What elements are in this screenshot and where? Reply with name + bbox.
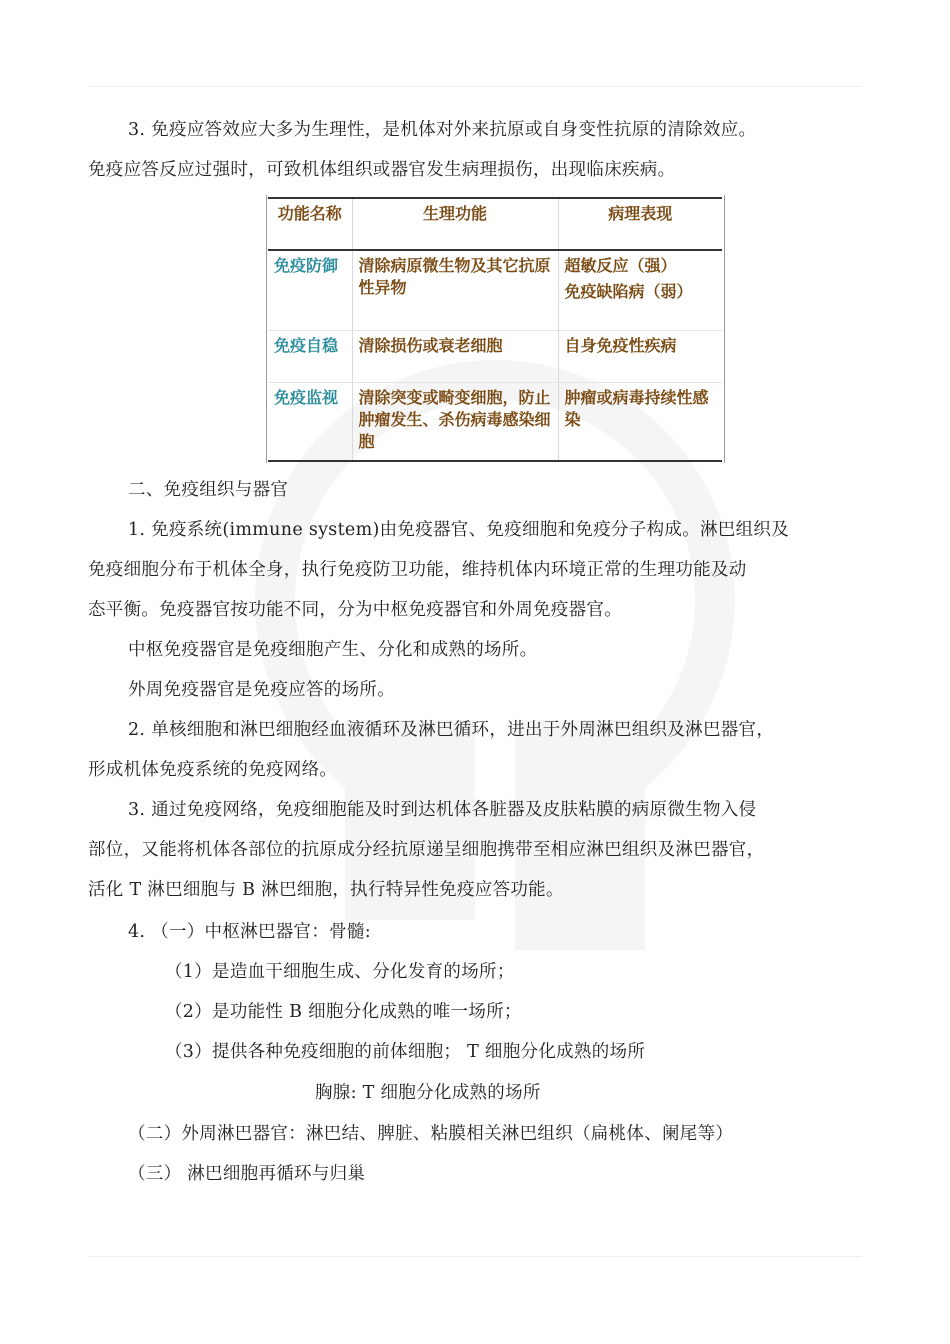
row-function-name: 免疫自稳: [268, 330, 352, 382]
central-organs-text: 中枢免疫器官是免疫细胞产生、分化和成熟的场所。: [128, 640, 538, 660]
thymus-text: 胸腺: T 细胞分化成熟的场所: [315, 1083, 541, 1103]
footer-rule: [88, 1256, 862, 1257]
bone-marrow-item-3: （3）提供各种免疫细胞的前体细胞； T 细胞分化成熟的场所: [165, 1042, 646, 1062]
row-physiology: 清除病原微生物及其它抗原性异物: [352, 250, 558, 330]
row-pathology: 肿瘤或病毒持续性感染: [558, 382, 722, 461]
paragraph-3b-line-2: 部位，又能将机体各部位的抗原成分经抗原递呈细胞携带至相应淋巴组织及淋巴器官，: [88, 840, 765, 860]
paragraph-2-line-2: 形成机体免疫系统的免疫网络。: [88, 760, 338, 780]
header-pathological-manifestation: 病理表现: [558, 198, 722, 250]
immune-function-table: [268, 197, 722, 462]
section-heading: 二、免疫组织与器官: [128, 480, 289, 500]
row-function-name: 免疫防御: [268, 250, 352, 330]
table-row: [268, 330, 722, 382]
paragraph-2-line-1: 2. 单核细胞和淋巴细胞经血液循环及淋巴循环，进出于外周淋巴组织及淋巴器官，: [128, 720, 775, 740]
header-physiological-function: 生理功能: [352, 198, 558, 250]
table-header-row: [268, 198, 722, 250]
header-function-name: 功能名称: [268, 198, 352, 250]
paragraph-3-line-1: 3. 免疫应答效应大多为生理性，是机体对外来抗原或自身变性抗原的清除效应。: [128, 120, 757, 140]
table-row: [268, 250, 722, 330]
table-row: [268, 382, 722, 461]
bone-marrow-item-1: （1）是造血干细胞生成、分化发育的场所；: [165, 962, 515, 982]
paragraph-3b-line-1: 3. 通过免疫网络，免疫细胞能及时到达机体各脏器及皮肤粘膜的病原微生物入侵: [128, 800, 757, 820]
row-pathology: 自身免疫性疾病: [558, 330, 722, 382]
lymphocyte-recirculation: （三） 淋巴细胞再循环与归巢: [128, 1164, 366, 1184]
paragraph-4-heading: 4. （一）中枢淋巴器官：骨髓:: [128, 922, 371, 942]
pathology-line: 免疫缺陷病（弱）: [564, 282, 693, 301]
row-physiology: 清除损伤或衰老细胞: [352, 330, 558, 382]
paragraph-3-line-2: 免疫应答反应过强时，可致机体组织或器官发生病理损伤，出现临床疾病。: [88, 160, 676, 180]
paragraph-3b-line-3: 活化 T 淋巴细胞与 B 淋巴细胞，执行特异性免疫应答功能。: [88, 880, 564, 900]
peripheral-organs-text: 外周免疫器官是免疫应答的场所。: [128, 680, 395, 700]
bone-marrow-item-2: （2）是功能性 B 细胞分化成熟的唯一场所；: [165, 1002, 522, 1022]
pathology-line: 超敏反应（强）: [564, 256, 677, 275]
peripheral-lymphoid-organs: （二）外周淋巴器官：淋巴结、脾脏、粘膜相关淋巴组织（扁桃体、阑尾等）: [128, 1124, 734, 1144]
paragraph-1-line-2: 免疫细胞分布于机体全身，执行免疫防卫功能，维持机体内环境正常的生理功能及动: [88, 560, 747, 580]
header-rule: [88, 86, 862, 87]
row-pathology: [558, 250, 722, 330]
row-function-name: 免疫监视: [268, 382, 352, 461]
row-physiology: 清除突变或畸变细胞，防止肿瘤发生、杀伤病毒感染细胞: [352, 382, 558, 461]
paragraph-1-line-1: 1. 免疫系统(immune system)由免疫器官、免疫细胞和免疫分子构成。淋巴组织及: [128, 520, 789, 540]
paragraph-1-line-3: 态平衡。免疫器官按功能不同，分为中枢免疫器官和外周免疫器官。: [88, 600, 622, 620]
